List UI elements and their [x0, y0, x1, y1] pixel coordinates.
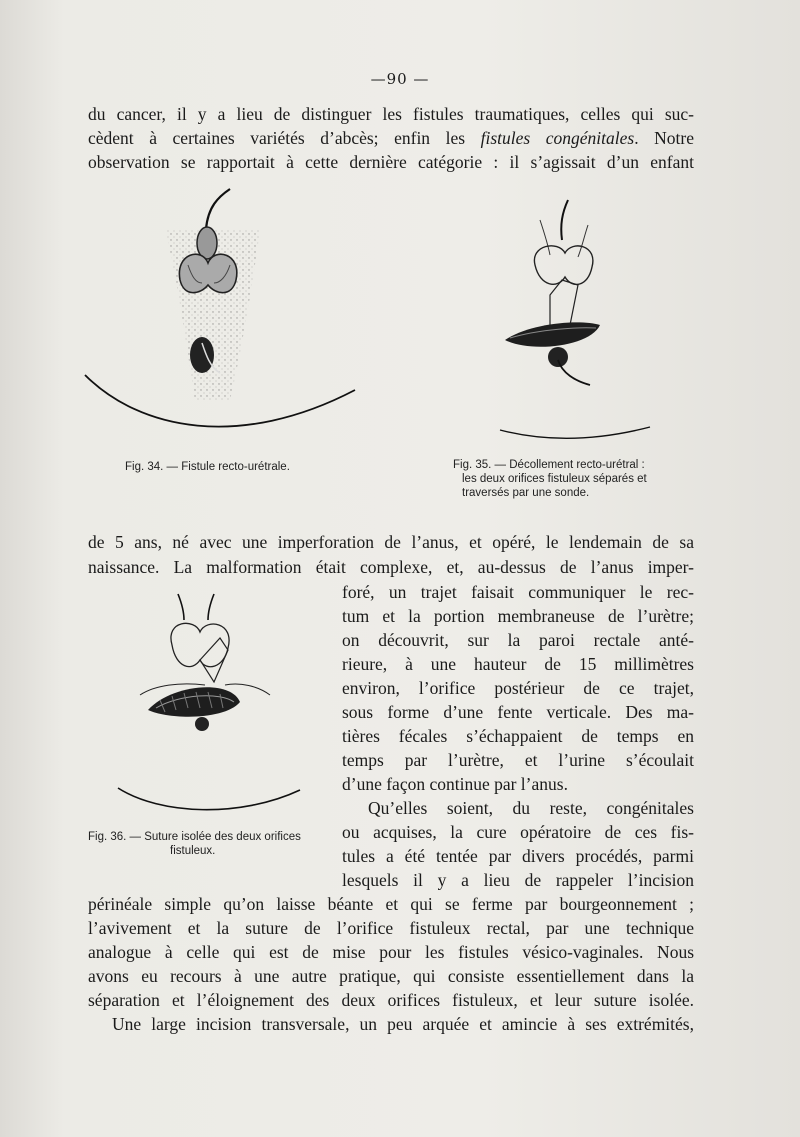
figure-35-caption-line: Fig. 35. — Décollement recto-urétral :: [453, 459, 645, 471]
figure-36-caption-line: Fig. 36. — Suture isolée des deux orifices: [88, 831, 301, 843]
figure-34-illustration: [80, 185, 365, 455]
text-line: observation se rapportait à cette dernière catégorie : il s’agissait d’un enfant: [88, 152, 694, 172]
text-line: périnéale simple qu’on laisse béante et qui se ferme par bourgeonnement ;: [88, 894, 694, 914]
text-line: du cancer, il y a lieu de distinguer les fistules traumatiques, celles qui suc-: [88, 104, 694, 124]
text-span: . Notre: [634, 128, 694, 148]
text-line: on découvrit, sur la paroi rectale anté-: [342, 630, 694, 650]
text-line: [88, 126, 694, 150]
text-line: ou acquises, la cure opératoire de ces fis-: [342, 822, 694, 842]
text-line: rieure, à une hauteur de 15 millimètres: [342, 654, 694, 674]
text-line: naissance. La malformation était complexe, et, au-dessus de l’anus imper-: [88, 557, 694, 577]
text-line: environ, l’orifice postérieur de ce trajet,: [342, 678, 694, 698]
figure-35-caption-line: les deux orifices fistuleux séparés et: [462, 473, 647, 485]
text-line: tières fécales s’échappaient de temps en: [342, 726, 694, 746]
text-line: analogue à celle qui est de mise pour les fistules vésico-vaginales. Nous: [88, 942, 694, 962]
text-line: Une large incision transversale, un peu arquée et amincie à ses extrémités,: [112, 1014, 694, 1034]
text-line: Qu’elles soient, du reste, congénitales: [368, 798, 694, 818]
text-line: foré, un trajet faisait communiquer le rec-: [342, 582, 694, 602]
text-line: sous forme d’une fente verticale. Des ma-: [342, 702, 694, 722]
figure-35-illustration: [490, 195, 660, 445]
text-line: temps par l’urètre, et l’urine s’écoulait: [342, 750, 694, 770]
text-line: tum et la portion membraneuse de l’urètre;: [342, 606, 694, 626]
text-line: séparation et l’éloignement des deux orifices fistuleux, et leur suture isolée.: [88, 990, 694, 1010]
figure-36-illustration: [110, 590, 310, 820]
figure-34-caption: Fig. 34. — Fistule recto-urétrale.: [125, 461, 290, 473]
emphasis-text: fistules congénitales: [480, 128, 635, 148]
page-number: —90 —: [370, 70, 430, 88]
text-span: cèdent à certaines variétés d’abcès; enfin les: [88, 128, 466, 148]
text-line: de 5 ans, né avec une imperforation de l’anus, et opéré, le lendemain de sa: [88, 532, 694, 552]
text-line: avons eu recours à une autre pratique, qui consiste essentiellement dans la: [88, 966, 694, 986]
text-line: lesquels il y a lieu de rappeler l’incision: [342, 870, 694, 890]
figure-35-caption-line: traversés par une sonde.: [462, 487, 590, 499]
text-line: l’avivement et la suture de l’orifice fistuleux rectal, par une technique: [88, 918, 694, 938]
text-line: tules a été tentée par divers procédés, parmi: [342, 846, 694, 866]
figure-36-caption-line: fistuleux.: [170, 845, 216, 857]
text-line: d’une façon continue par l’anus.: [342, 774, 568, 794]
